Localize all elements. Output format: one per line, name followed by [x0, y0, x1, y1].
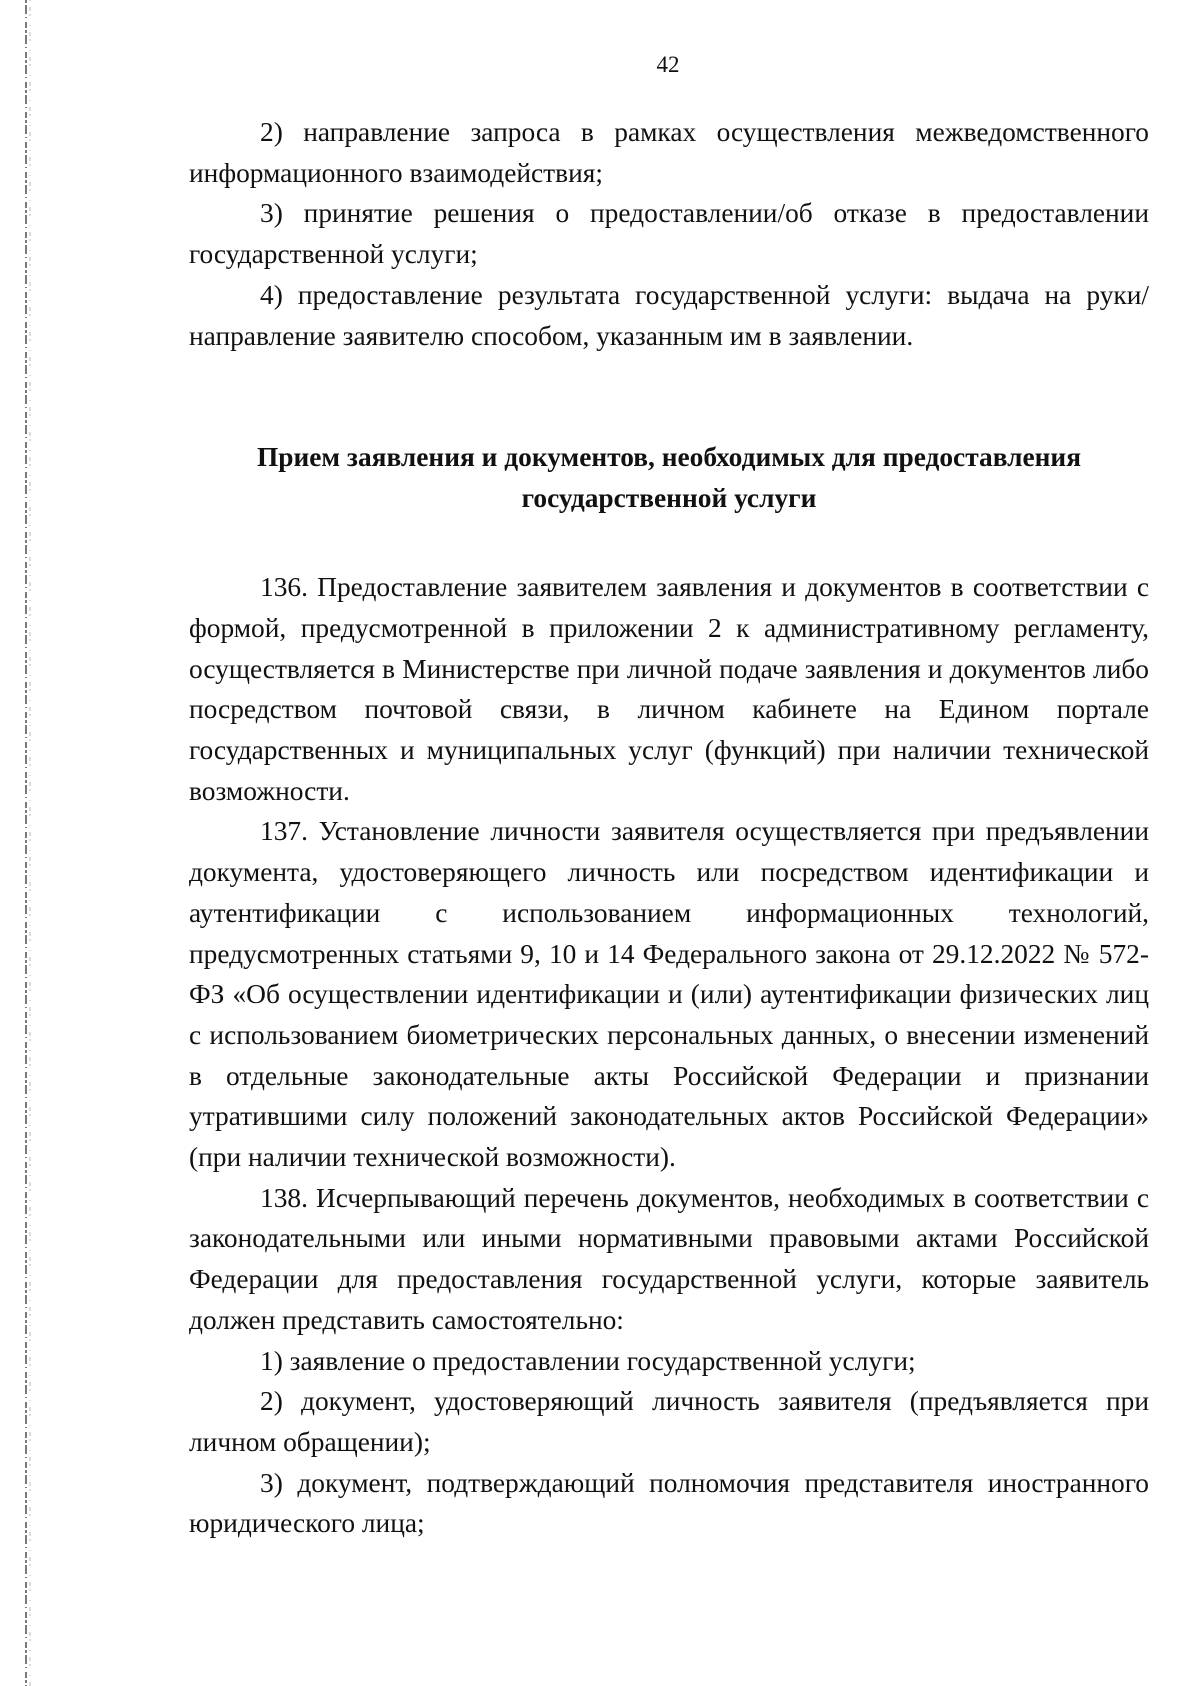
intro-item-2: 2) направление запроса в рамках осуществления межведомственного информационного взаимодействия; [189, 117, 1149, 188]
page-number: 42 [656, 52, 680, 77]
section-heading [189, 437, 1149, 519]
document-body [189, 112, 1149, 1544]
paragraph-136: 136. Предоставление заявителем заявления и документов в соответствии с формой, предусмотренной в приложении 2 к административному регламенту, осуществляется в Министерстве при личной подаче заявления и документов либо посредством почтовой связи, в личном кабинете на Едином портале государственных и муниципальных услуг (функций) при наличии технической возможности. [189, 572, 1149, 806]
document-list-item-3: 3) документ, подтверждающий полномочия представителя иностранного юридического лица; [189, 1467, 1149, 1539]
intro-item-4: 4) предоставление результата государственной услуги: выдача на руки/ направление заявителю способом, указанным им в заявлении. [189, 279, 1149, 351]
paragraph-138: 138. Исчерпывающий перечень документов, необходимых в соответствии с законодательными или иными нормативными правовыми актами Российской Федерации для предоставления государственной услуги, которые заявитель должен представить самостоятельно: [189, 1182, 1149, 1335]
intro-item-3: 3) принятие решения о предоставлении/об отказе в предоставлении государственной услуги; [189, 198, 1149, 270]
document-list-item-2: 2) документ, удостоверяющий личность заявителя (предъявляется при личном обращении); [189, 1386, 1149, 1457]
scan-edge-artifact [0, 0, 40, 1686]
section-heading-line-2: государственной услуги [521, 483, 817, 514]
paragraph-137: 137. Установление личности заявителя осуществляется при предъявлении документа, удостоверяющего личность или посредством идентификации и аутентификации с использованием информационных технологий, предусмотренных статьями 9, 10 и 14 Федерального закона от 29.12.2022 № 572-ФЗ «Об осуществлении идентификации и (или) аутентификации физических лиц с использованием биометрических персональных данных, о внесении изменений в отдельные законодательные акты Российской Федерации и признании утратившими силу положений законодательных актов Российской Федерации» (при наличии технической возможности). [189, 816, 1149, 1173]
document-list-item-1: 1) заявление о предоставлении государственной услуги; [260, 1345, 916, 1376]
section-heading-line-1: Прием заявления и документов, необходимых для предоставления [256, 442, 1082, 473]
